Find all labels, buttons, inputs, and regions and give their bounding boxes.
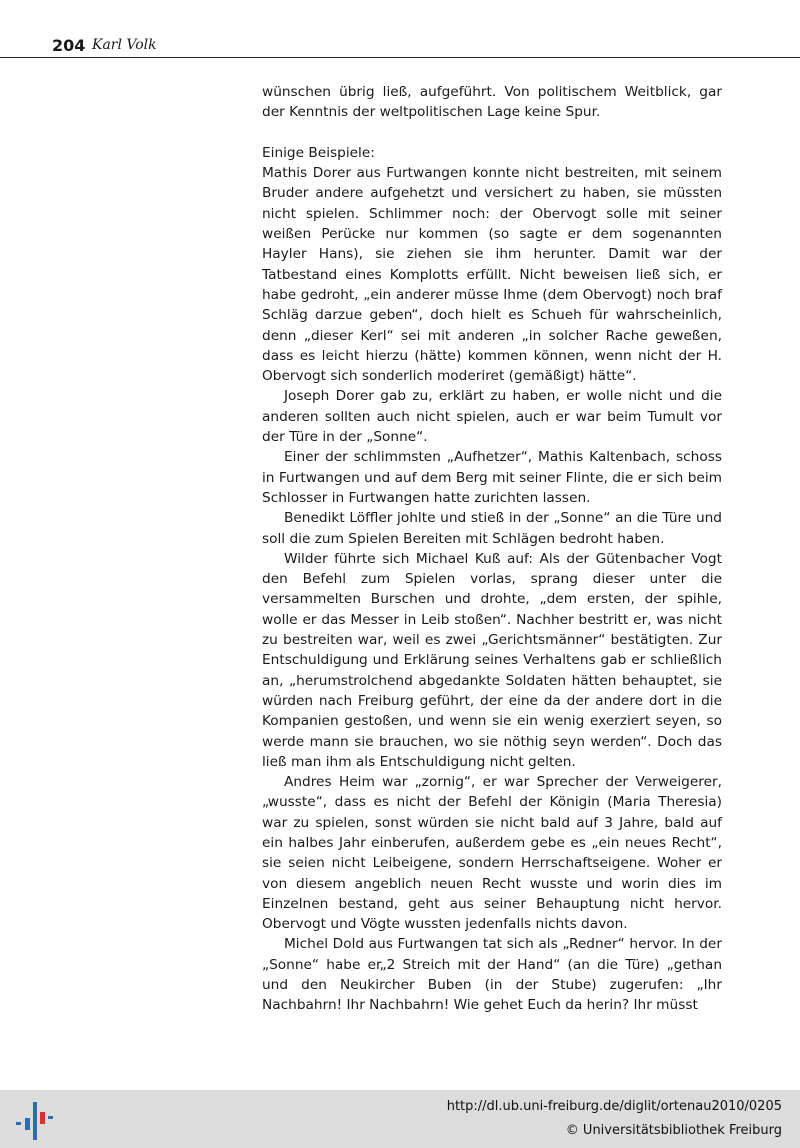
paragraph: wünschen übrig ließ, aufgeführt. Von politischem Weitblick, gar der Kenntnis der weltpolitischen Lage keine Spur.: [262, 84, 722, 121]
paragraph: Michel Dold aus Furtwangen tat sich als „Redner“ hervor. In der „Sonne“ habe er„2 Streich mit der Hand“ (an die Türe) „gethan und den Neukircher Buben (in der Stube) zugerufen: „Ihr Nachbahrn! Ihr Nachbahrn! Wie gehet Euch da herin? Ihr müsst: [262, 936, 722, 1014]
paragraph: Joseph Dorer gab zu, erklärt zu haben, er wolle nicht und die anderen sollten auch nicht spielen, auch er war beim Tumult vor der Türe in der „Sonne“.: [262, 388, 722, 446]
page-number: 204: [52, 36, 86, 55]
body-text: [262, 82, 722, 1016]
footer-bar: [0, 1090, 800, 1148]
paragraph: Andres Heim war „zornig“, er war Sprecher der Verweigerer, „wusste“, dass es nicht der Befehl der Königin (Maria Theresia) war zu spielen, sonst würden sie nicht bald auf 3 Jahre, bald auf ein halbes Jahr einberufen, außerdem gebe es „ein neues Recht“, sie seien nicht Leibeigene, sondern Herrschaftseigene. Woher er von diesem angeblich neuen Recht wusste und worin dies im Einzelnen bestand, geht aus seiner Behauptung nicht hervor. Obervogt und Vögte wussten jedenfalls nichts davon.: [262, 774, 722, 933]
page-header: [0, 0, 800, 60]
header-rule: [0, 57, 800, 58]
paragraph: Mathis Dorer aus Furtwangen konnte nicht bestreiten, mit seinem Bruder andere aufgehetzt und versichert zu haben, sie müssten nicht spielen. Schlimmer noch: der Obervogt solle mit seiner weißen Perücke nur kommen (so sagte er dem sogenannten Hayler Hans), sie ziehen sie ihm herunter. Damit war der Tatbestand eines Komplotts erfüllt. Nicht beweisen ließ sich, er habe gedroht, „ein anderer müsse Ihme (dem Obervogt) noch braf Schläg darzue geben“, doch hielt es Schueh für wahrscheinlich, denn „dieser Kerl“ sei mit anderen „in solcher Rache geweßen, dass es leicht hierzu (hätte) kommen können, wenn nicht der H. Obervogt sich sonderlich moderiret (gemäßigt) hätte“.: [262, 165, 722, 385]
paragraph: Benedikt Löffler johlte und stieß in der „Sonne“ an die Türe und soll die zum Spielen Bereiten mit Schlägen bedroht haben.: [262, 510, 722, 547]
source-url-link[interactable]: http://dl.ub.uni-freiburg.de/diglit/ortenau2010/0205: [446, 1099, 782, 1114]
copyright-notice: © Universitätsbibliothek Freiburg: [565, 1123, 782, 1138]
library-logo-icon: [14, 1098, 54, 1142]
running-author: Karl Volk: [92, 37, 157, 53]
paragraph: Einige Beispiele:: [262, 144, 375, 161]
paragraph: Einer der schlimmsten „Aufhetzer“, Mathis Kaltenbach, schoss in Furtwangen und auf dem Berg mit seiner Flinte, die er sich beim Schlosser in Furtwangen hatte zurichten lassen.: [262, 449, 722, 506]
paragraph: Wilder führte sich Michael Kuß auf: Als der Gütenbacher Vogt den Befehl zum Spielen vorlas, sprang dieser unter die versammelten Burschen und drohte, „dem ersten, der spihle, wolle er das Messer in Leib stoßen“. Nachher bestritt er, was nicht zu bestreiten war, weil es zwei „Gerichtsmänner“ bestätigten. Zur Entschuldigung und Erklärung seines Verhaltens gab er schließlich an, „herumstrolchend abgedankte Soldaten hätten behauptet, sie würden nach Freiburg geführt, der eine da der andere dort in die Kompanien gestoßen, und wenn sie ein wenig exerziert seyen, so werde mann sie brauchen, wo sie nöthig seyn werden“. Doch das ließ man ihm als Entschuldigung nicht gelten.: [262, 550, 722, 770]
